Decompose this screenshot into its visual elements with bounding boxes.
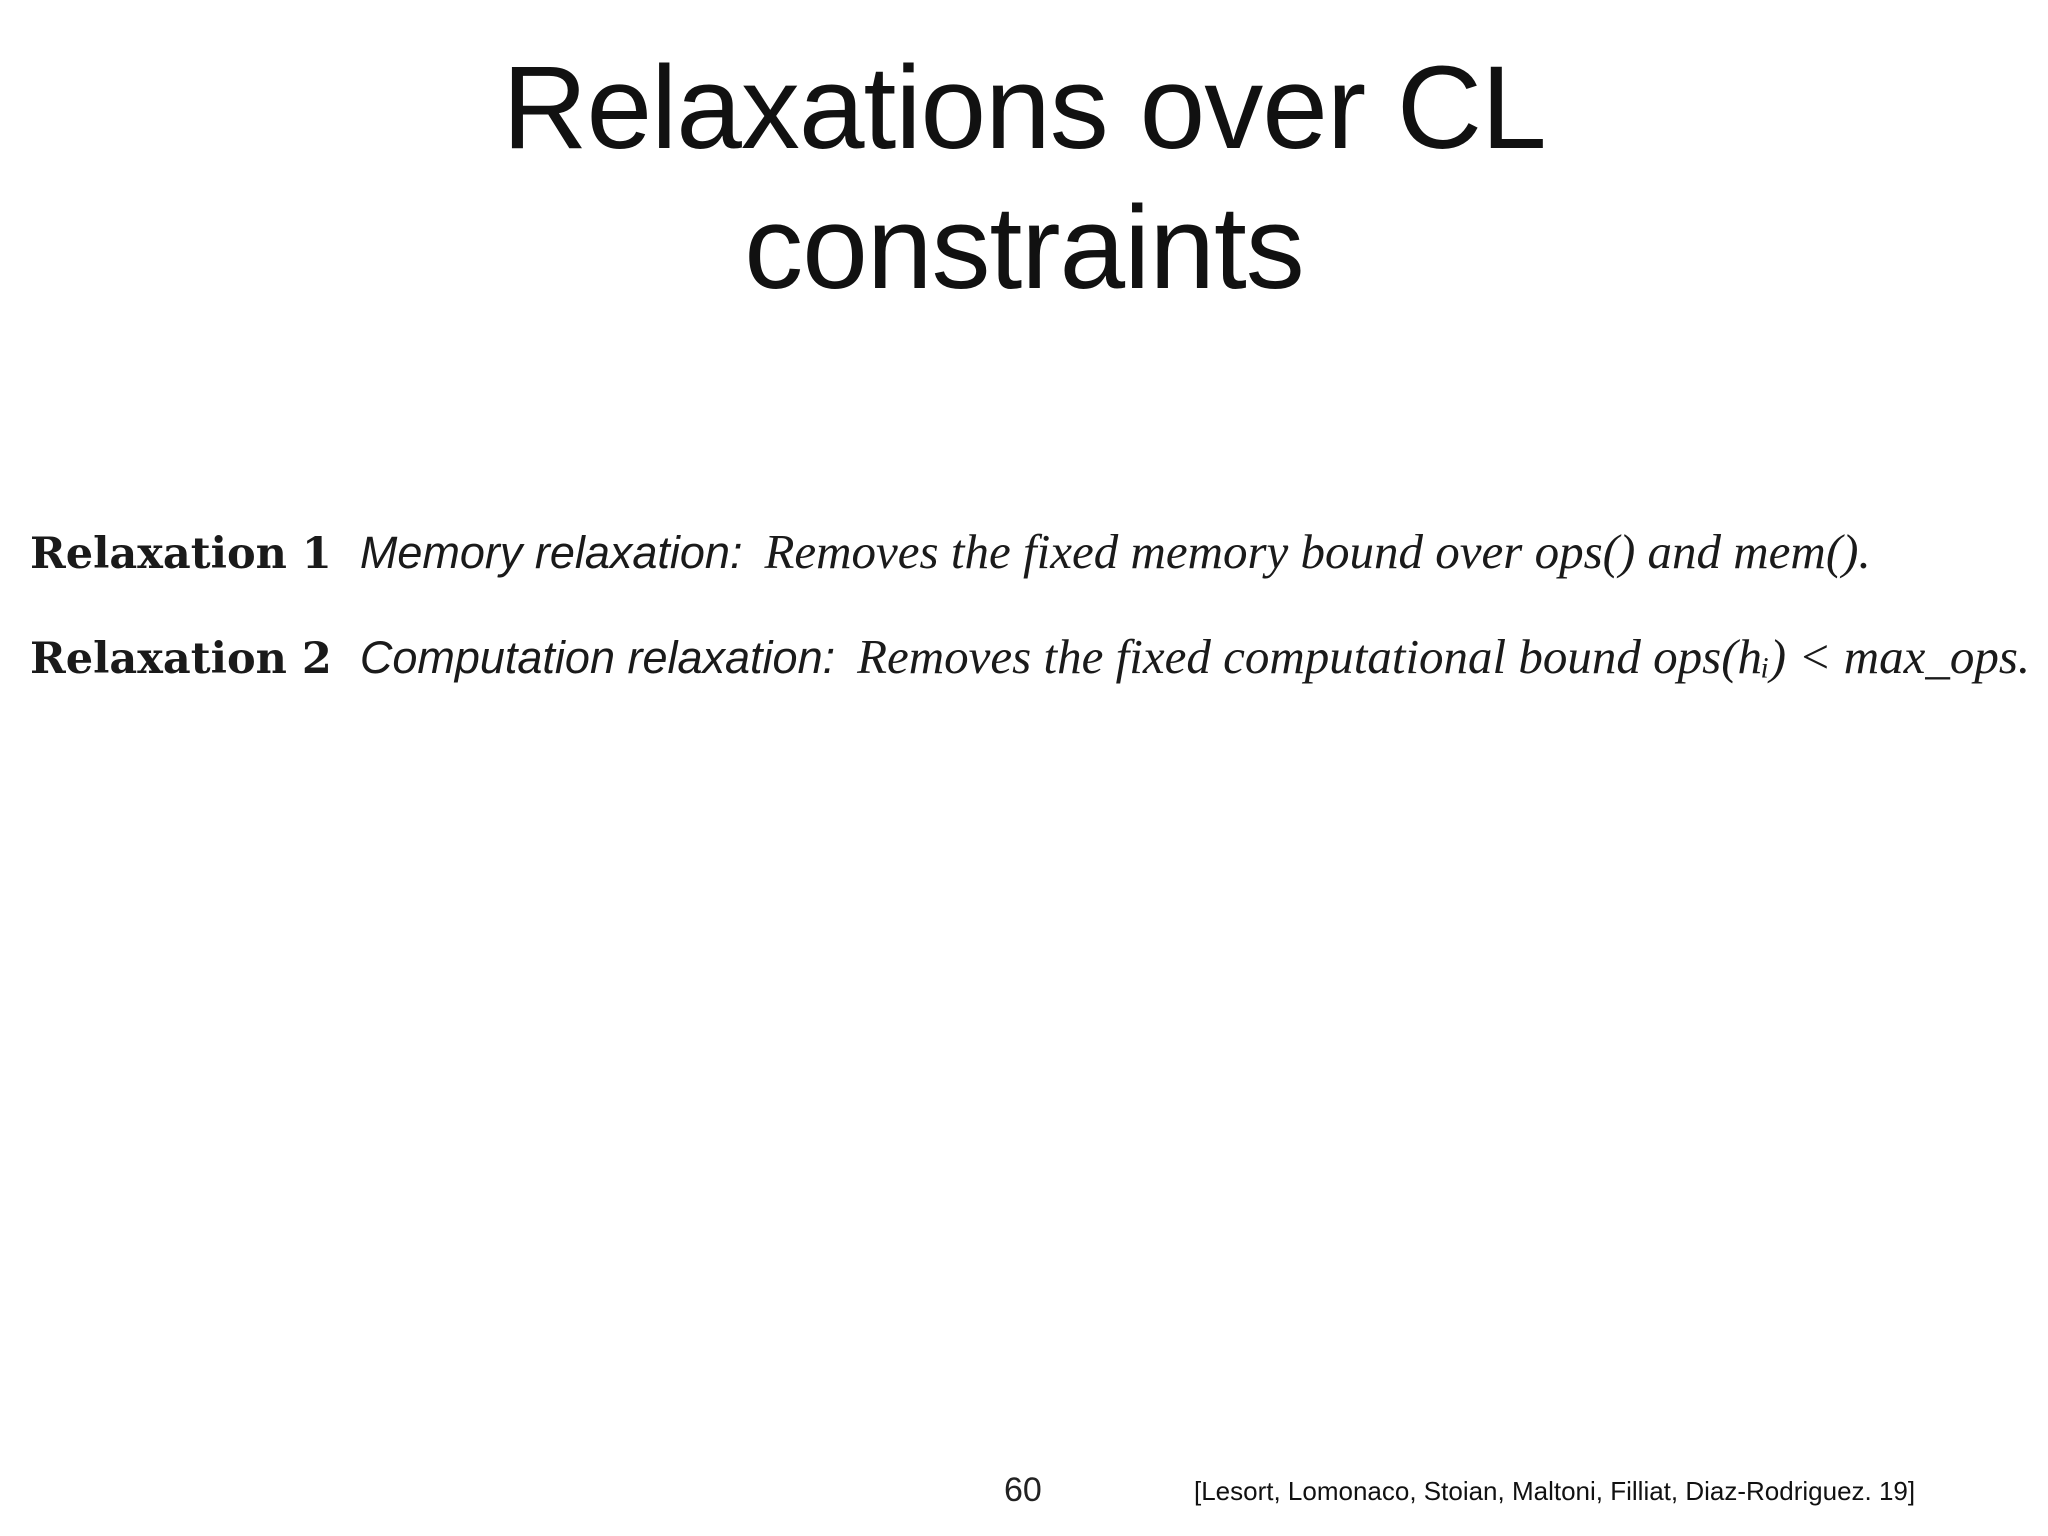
slide-title bbox=[0, 38, 2048, 318]
relaxation-2-definition bbox=[30, 627, 2030, 689]
relaxation-1-name: Memory relaxation: bbox=[359, 527, 743, 578]
slide-title-line-1: Relaxations over CL bbox=[502, 42, 1546, 174]
relaxation-1-label: Relaxation 1 bbox=[30, 529, 332, 579]
relaxation-2-label: Relaxation 2 bbox=[30, 634, 332, 684]
slide-title-line-2: constraints bbox=[744, 182, 1304, 314]
relaxation-2-name: Computation relaxation: bbox=[359, 632, 836, 683]
relaxation-2-description: Removes the fixed computational bound ops(hᵢ) < max_ops. bbox=[857, 629, 2031, 684]
citation: [Lesort, Lomonaco, Stoian, Maltoni, Filliat, Diaz-Rodriguez. 19] bbox=[1194, 1476, 1916, 1506]
relaxation-1-definition bbox=[30, 522, 1871, 584]
page-number: 60 bbox=[1004, 1471, 1042, 1509]
relaxation-1-description: Removes the fixed memory bound over ops() and mem(). bbox=[764, 524, 1871, 579]
